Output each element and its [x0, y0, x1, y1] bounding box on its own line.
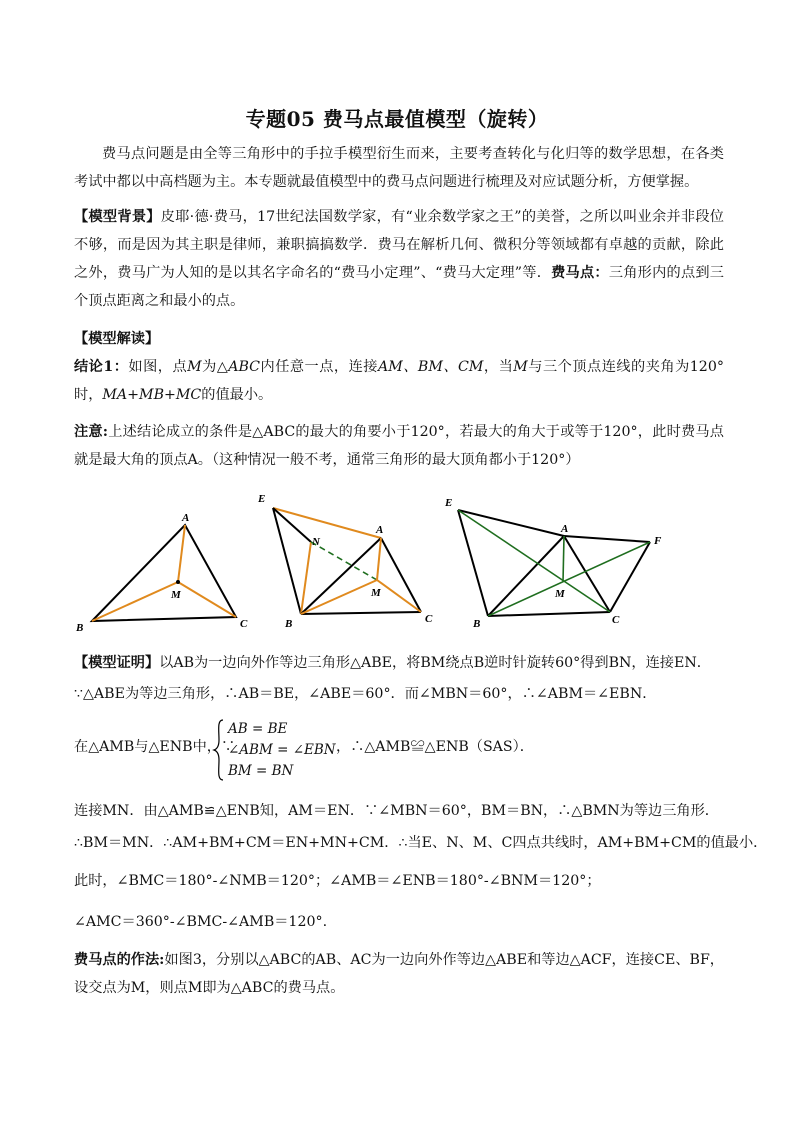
- segment-ab: [488, 536, 564, 616]
- background-label: 【模型背景】: [74, 209, 161, 225]
- system-brace: [213, 718, 225, 782]
- note-text: 上述结论成立的条件是△ABC的最大的角要小于120°，若最大的角大于或等于120°，此时费马点就是最大角的顶点A。（这种情况一般不考，通常三角形的最大顶角都小于120°）: [74, 424, 724, 468]
- proof-line-3-pre: 在△AMB与△ENB中，∵: [74, 739, 236, 755]
- label-m: M: [371, 587, 381, 599]
- label-a: A: [182, 512, 190, 524]
- segment-bf: [488, 542, 650, 616]
- proof-line-7: ∠AMC＝360°-∠BMC-∠AMB＝120°.: [74, 914, 328, 930]
- page-title: 专题05 费马点最值模型（旋转）: [245, 107, 549, 131]
- conclusion-paragraph: [74, 353, 724, 409]
- label-c: C: [425, 613, 433, 625]
- segment-ac: [381, 538, 421, 612]
- distance-sum: MA+MB+MC: [102, 387, 202, 403]
- triangle-abc-fig1: [92, 525, 236, 621]
- proof-line-3-post: ，∴△AMB≌△ENB（SAS）．: [336, 739, 534, 755]
- segment-bm: [301, 580, 377, 614]
- segment-ec: [458, 510, 610, 612]
- point-m: M: [187, 359, 202, 375]
- segment-eb: [458, 510, 488, 616]
- label-f: F: [654, 535, 662, 547]
- figure-1: [78, 505, 258, 635]
- label-a: A: [376, 524, 384, 536]
- conclusion-text: 如图，点: [128, 359, 188, 375]
- label-c: C: [240, 618, 248, 630]
- conclusion-text: ，当: [483, 359, 514, 375]
- label-e: E: [258, 493, 266, 505]
- fermat-point-label: 费马点：: [551, 265, 609, 281]
- segments: AM、BM、CM: [377, 359, 484, 375]
- segment-ab: [301, 538, 381, 614]
- segment-ea: [458, 510, 564, 536]
- construction-label: 费马点的作法:: [74, 952, 165, 968]
- proof-line-2: ∵△ABE为等边三角形，∴AB＝BE，∠ABE＝60°．而∠MBN＝60°，∴∠ABM＝∠EBN．: [74, 686, 657, 702]
- fermat-point-definition: 三角形内的点到三个顶点距离之和最小的点。: [74, 265, 724, 309]
- proof-line-5: ∴BM＝MN．∴AM+BM+CM＝EN+MN+CM．∴当E、N、M、C四点共线时，AM+BM+CM的值最小．: [74, 835, 768, 851]
- point-m: M: [513, 359, 528, 375]
- segment-bc: [301, 612, 421, 614]
- segment-eb: [273, 508, 301, 614]
- note-paragraph: [74, 418, 724, 474]
- label-b: B: [473, 618, 481, 630]
- system-eq-1: AB = BE: [228, 721, 288, 737]
- label-m: M: [555, 588, 565, 600]
- conclusion-text: 的值最小。: [201, 387, 273, 403]
- system-eq-2: ∠ABM = ∠EBN: [228, 742, 336, 758]
- intro-paragraph: 费马点问题是由全等三角形中的手拉手模型衍生而来，主要考查转化与化归等的数学思想，在各类考试中都以中高档题为主。本专题就最值模型中的费马点问题进行梳理及对应试题分析，方便掌握。: [74, 146, 724, 190]
- interpretation-heading: 【模型解读】: [74, 331, 160, 347]
- background-text: 皮耶·德·费马，17世纪法国数学家，有“业余数学家之王”的美誉，之所以叫业余并非段位不够，而是因为其主职是律师，兼职搞搞数学．费马在解析几何、微积分等领域都有卓越的贡献，除此之外，费马广为人知的是以其名字命名的“费马小定理”、“费马大定理”等．: [74, 209, 724, 281]
- label-b: B: [285, 618, 293, 630]
- conclusion-text: 内任意一点，连接: [260, 359, 378, 375]
- label-e: E: [445, 497, 453, 509]
- segment-am: [563, 536, 564, 582]
- label-c: C: [612, 614, 620, 626]
- segment-bm: [92, 582, 178, 621]
- proof-line-4: 连接MN．由△AMB≌△ENB知，AM＝EN．∵∠MBN＝60°，BM＝BN，∴△BMN为等边三角形．: [74, 803, 719, 819]
- figure-3: [442, 490, 672, 635]
- proof-line-1: [74, 653, 711, 673]
- segment-am: [377, 538, 381, 580]
- segment-fc: [610, 542, 650, 612]
- background-paragraph: [74, 203, 724, 315]
- segment-af: [564, 536, 650, 542]
- label-m: M: [171, 589, 181, 601]
- proof-line-6: 此时，∠BMC＝180°-∠NMB＝120°；∠AMB＝∠ENB＝180°-∠BNM＝120°；: [74, 873, 601, 889]
- conclusion-text: 为△: [201, 359, 229, 375]
- proof-text: 以AB为一边向外作等边三角形△ABE，将BM绕点B逆时针旋转60°得到BN，连接EN．: [159, 655, 711, 671]
- label-n: N: [312, 536, 320, 548]
- segment-am: [178, 525, 185, 582]
- label-a: A: [561, 523, 569, 535]
- conclusion-label: 结论1：: [74, 359, 129, 375]
- conclusion-text: 与三个顶点连线的夹角为120°时，: [74, 359, 724, 403]
- construction-paragraph: [74, 946, 724, 1002]
- point-m-dot: [176, 580, 180, 584]
- segment-cm: [377, 580, 421, 612]
- segment-ac: [564, 536, 610, 612]
- segment-nb: [301, 542, 311, 614]
- system-eq-3: BM = BN: [228, 763, 294, 779]
- label-b: B: [76, 622, 84, 634]
- note-label: 注意:: [74, 424, 109, 440]
- figure-2: [255, 490, 445, 635]
- segment-bc: [488, 612, 610, 616]
- proof-label: 【模型证明】: [74, 655, 160, 671]
- construction-text: 如图3，分别以△ABC的AB、AC为一边向外作等边△ABE和等边△ACF，连接CE、BF，设交点为M，则点M即为△ABC的费马点。: [74, 952, 724, 996]
- triangle-abc: ABC: [228, 359, 261, 375]
